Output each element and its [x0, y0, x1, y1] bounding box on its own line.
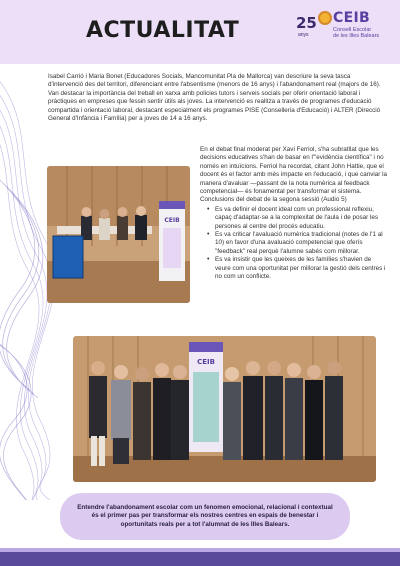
conclusions-heading: Conclusions del debat de la segona sessió (Audio 5): [200, 196, 347, 204]
logo-brand: CEIB: [333, 10, 370, 26]
list-item: • Es va criticar l'avaluació numèrica tradicional (notes de l'1 al 10) en favor d'una avaluació competencial que oferís "feedback" real perquè l'alumne sabés com millorar.: [207, 231, 388, 256]
group-photo: [73, 336, 376, 482]
photo1-banner-text: CEIB: [164, 217, 180, 224]
conclusions-list: [200, 206, 388, 282]
logo-years-word: anys: [298, 32, 309, 38]
panel-discussion-photo: [47, 166, 190, 303]
footer-band: [0, 552, 400, 566]
list-item: • Es va insistir que les queixes de les famílies s'havien de veure com una oportunitat per millorar la gestió dels centres i no com un conflicte.: [207, 256, 388, 281]
debate-paragraph: En el debat final moderat per Xavi Ferriol, s'ha subratllat que les decisions educatives s'han de basar en l'"evidència científica" i no només en intuïcions. Ferriol ha recordat, citant John Hattie, que el docent és el factor amb més impacte en l'educació, i que canviar la manera d'avaluar —passant de la nota numèrica al feedback competencial— és fonamental per transformar el sistema.: [200, 146, 388, 196]
debate-column: [200, 146, 388, 282]
logo-subtitle-line1: Consell Escolar: [333, 27, 372, 33]
closing-quote: Entendre l'abandonament escolar com un fenomen emocional, relacional i contextual és el primer pas per transformar els nostres centres en espais de benestar i oportunitats reals per a tot l'alumnat de les Illes Balears.: [77, 503, 333, 528]
page-title: ACTUALITAT: [86, 18, 240, 43]
logo-mark-icon: [318, 11, 332, 25]
photo2-banner-text: CEIB: [197, 358, 215, 366]
list-item: • Es va definir el docent ideal com un professional reflexiu, capaç d'adaptar-se a la complexitat de l'aula i de posar les persones al centre del procés educatiu.: [207, 206, 388, 231]
logo-subtitle-line2: de les Illes Balears: [333, 33, 380, 39]
logo-years: 25: [296, 14, 317, 32]
logo-subtitle: [333, 27, 393, 39]
closing-quote-box: [60, 493, 350, 540]
ceib-logo: [296, 8, 396, 52]
intro-paragraph: Isabel Carrió i Maria Bonet (Educadores Socials, Mancomunitat Pla de Mallorca) van descriure la seva tasca d'intervenció des del territori, diferenciant entre l'absentisme (menors de 16 anys) i l'abandonament real (majors de 16). Van destacar la importància del treball en xarxa amb policies tutors i serveis socials per oferir orientació laboral i pràctiques en empreses que fessin sentir útils als joves. La intervenció es realitza a través de programes d'educació compartida i orientació laboral, destacant especialment els programes PISE (Conselleria d'Educació) i ALTER (Direcció General d'Infància i Família) per a joves de 14 a 16 anys.: [48, 73, 381, 123]
